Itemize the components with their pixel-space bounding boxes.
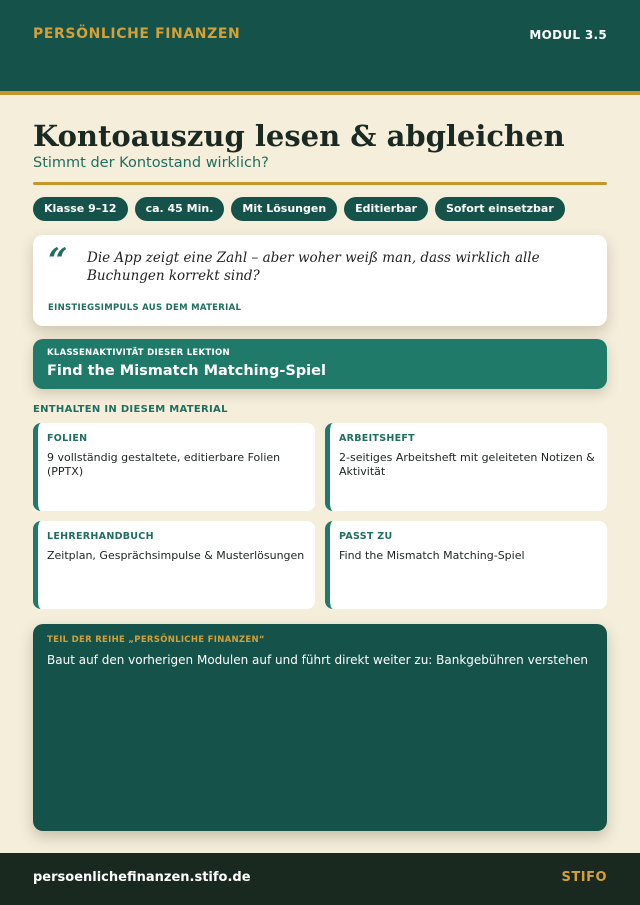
title-divider: [33, 182, 607, 185]
tag-list: [33, 197, 565, 221]
module-number: MODUL 3.5: [529, 28, 607, 42]
tag-solutions: Mit Lösungen: [231, 197, 337, 221]
quote-text: Die App zeigt eine Zahl – aber woher weiß man, dass wirklich alle Buchungen korrekt sind?: [87, 250, 540, 284]
activity-title: Find the Mismatch Matching-Spiel: [47, 363, 326, 379]
card-title: PASST ZU: [339, 531, 393, 542]
quote-card: [33, 235, 607, 326]
quote-source: EINSTIEGSIMPULS AUS DEM MATERIAL: [48, 303, 242, 313]
card-text: Find the Mismatch Matching-Spiel: [339, 549, 525, 562]
contents-grid: [33, 423, 607, 609]
footer-bar: [0, 853, 640, 905]
content-card-teacher-guide: [33, 521, 315, 609]
series-label: TEIL DER REIHE „PERSÖNLICHE FINANZEN“: [47, 635, 265, 645]
series-panel: [33, 624, 607, 831]
activity-label: KLASSENAKTIVITÄT DIESER LEKTION: [47, 348, 230, 358]
tag-ready: Sofort einsetzbar: [435, 197, 565, 221]
quote-icon: “: [48, 241, 68, 281]
card-text: Zeitplan, Gesprächsimpulse & Musterlösungen: [47, 549, 305, 562]
header-divider: [0, 91, 640, 95]
card-title: FOLIEN: [47, 433, 88, 444]
card-text: 2-seitiges Arbeitsheft mit geleiteten Notizen & Aktivität: [339, 451, 595, 478]
tag-duration: ca. 45 Min.: [135, 197, 225, 221]
page-subtitle: Stimmt der Kontostand wirklich?: [33, 155, 269, 171]
content-card-slides: [33, 423, 315, 511]
card-text: 9 vollständig gestaltete, editierbare Folien (PPTX): [47, 451, 281, 478]
card-title: LEHRERHANDBUCH: [47, 531, 154, 542]
contents-heading: ENTHALTEN IN DIESEM MATERIAL: [33, 404, 228, 415]
header-bar: [0, 0, 640, 91]
series-brand: PERSÖNLICHE FINANZEN: [33, 26, 241, 42]
card-title: ARBEITSHEFT: [339, 433, 415, 444]
content-card-workbook: [325, 423, 607, 511]
series-text: Baut auf den vorherigen Modulen auf und führt direkt weiter zu: Bankgebühren verstehen: [47, 653, 588, 667]
page-title: Kontoauszug lesen & abgleichen: [33, 119, 565, 153]
tag-grade: Klasse 9–12: [33, 197, 128, 221]
content-card-fits-with: [325, 521, 607, 609]
activity-banner: [33, 339, 607, 389]
footer-url[interactable]: persoenlichefinanzen.stifo.de: [33, 870, 251, 885]
footer-brand: STIFO: [561, 870, 607, 885]
tag-editable: Editierbar: [344, 197, 428, 221]
